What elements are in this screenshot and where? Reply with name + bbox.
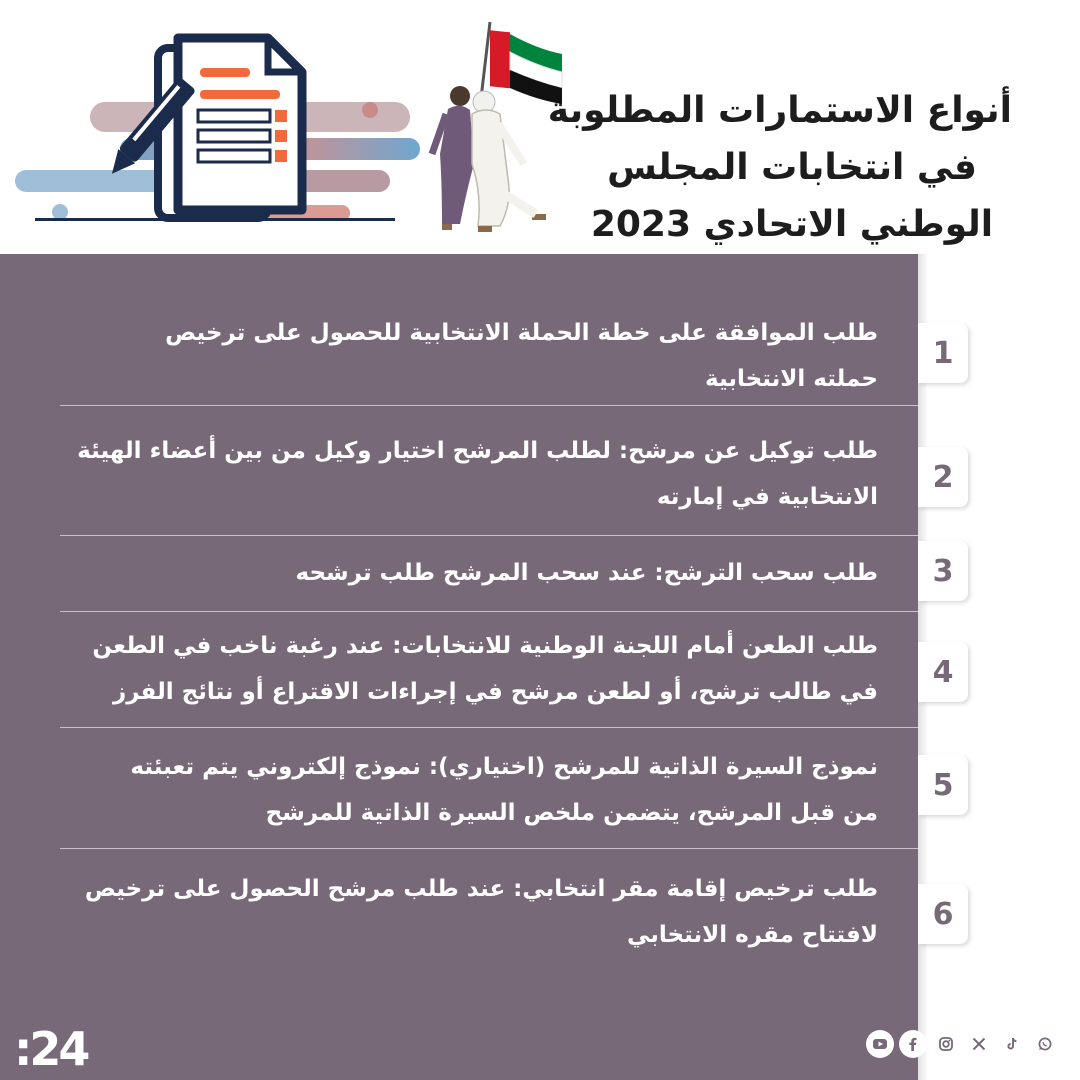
list-item-1 [60,310,918,402]
list-item-2 [60,428,918,520]
title-line-2: في انتخابات المجلس [607,147,977,188]
title-line-3: الوطني الاتحادي 2023 [590,204,994,245]
whatsapp-icon[interactable] [1031,1030,1059,1058]
facebook-icon[interactable] [899,1030,927,1058]
document-illustration [10,20,430,235]
page-title [547,82,1012,253]
number-badge-5: 5 [918,755,968,815]
number-badge-2: 2 [918,447,968,507]
list-item-text [60,310,878,402]
tiktok-icon[interactable] [998,1030,1026,1058]
divider [60,535,918,536]
list-item-line: طلب سحب الترشح: عند سحب المرشح طلب ترشحه [295,560,878,586]
social-icons [866,1030,1059,1058]
divider [60,611,918,612]
list-item-text [60,428,878,520]
list-item-3 [60,550,918,596]
list-item-5 [60,744,918,836]
brand-logo: :24 [14,1022,88,1076]
divider [60,848,918,849]
number-badge-6: 6 [918,884,968,944]
list-item-line: طلب توكيل عن مرشح: لطلب المرشح اختيار وكيل من بين أعضاء الهيئة [77,438,878,464]
list-item-line: من قبل المرشح، يتضمن ملخص السيرة الذاتية للمرشح [265,800,878,826]
header [0,0,1080,254]
list-item-line: حملته الانتخابية [705,366,878,392]
title-line-1: أنواع الاستمارات المطلوبة [547,90,1012,131]
list-item-4 [60,623,918,715]
youtube-icon[interactable] [866,1030,894,1058]
x-icon[interactable] [965,1030,993,1058]
list-item-text [60,550,878,596]
list-item-6 [60,866,918,958]
number-badge-4: 4 [918,642,968,702]
list-item-line: نموذج السيرة الذاتية للمرشح (اختياري): نموذج إلكتروني يتم تعبئته [130,754,878,780]
number-badge-3: 3 [918,541,968,601]
list-item-text [60,744,878,836]
number-badge-1: 1 [918,323,968,383]
list-item-line: في طالب ترشح، أو لطعن مرشح في إجراءات الاقتراع أو نتائج الفرز [113,679,878,705]
list-item-line: طلب ترخيص إقامة مقر انتخابي: عند طلب مرشح الحصول على ترخيص [84,876,878,902]
list-item-line: طلب الموافقة على خطة الحملة الانتخابية للحصول على ترخيص [165,320,878,346]
list-item-line: الانتخابية في إمارته [656,484,878,510]
list-item-text [60,866,878,958]
list-item-line: لافتتاح مقره الانتخابي [626,922,878,948]
list-item-text [60,623,878,715]
instagram-icon[interactable] [932,1030,960,1058]
divider [60,727,918,728]
divider [60,405,918,406]
list-item-line: طلب الطعن أمام اللجنة الوطنية للانتخابات: عند رغبة ناخب في الطعن [92,633,878,659]
